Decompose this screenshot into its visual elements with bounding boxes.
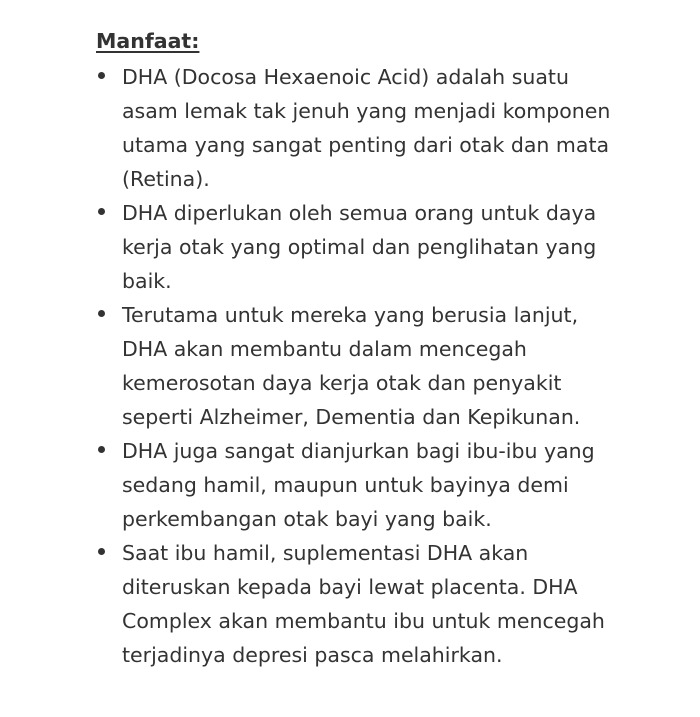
bullet-icon xyxy=(98,446,105,453)
benefit-text: DHA (Docosa Hexaenoic Acid) adalah suatu asam lemak tak jenuh yang menjadi komponen utama yang sangat penting dari otak dan mata (Retina). xyxy=(122,65,611,191)
bullet-icon xyxy=(98,310,105,317)
benefit-text: Terutama untuk mereka yang berusia lanjut, DHA akan membantu dalam mencegah kemerosotan daya kerja otak dan penyakit seperti Alzheimer, Dementia dan Kepikunan. xyxy=(122,303,581,429)
benefit-item xyxy=(96,196,626,298)
benefit-item xyxy=(96,536,626,672)
benefit-text: DHA diperlukan oleh semua orang untuk daya kerja otak yang optimal dan penglihatan yang baik. xyxy=(122,201,597,293)
benefit-item xyxy=(96,60,626,196)
benefit-text: DHA juga sangat dianjurkan bagi ibu-ibu yang sedang hamil, maupun untuk bayinya demi perkembangan otak bayi yang baik. xyxy=(122,439,595,531)
benefits-section xyxy=(96,26,626,672)
benefits-list xyxy=(96,60,626,672)
benefit-item xyxy=(96,298,626,434)
benefits-heading: Manfaat: xyxy=(96,29,200,53)
benefit-text: Saat ibu hamil, suplementasi DHA akan diteruskan kepada bayi lewat placenta. DHA Complex akan membantu ibu untuk mencegah terjadinya depresi pasca melahirkan. xyxy=(122,541,605,667)
bullet-icon xyxy=(98,208,105,215)
bullet-icon xyxy=(98,72,105,79)
bullet-icon xyxy=(98,548,105,555)
benefit-item xyxy=(96,434,626,536)
